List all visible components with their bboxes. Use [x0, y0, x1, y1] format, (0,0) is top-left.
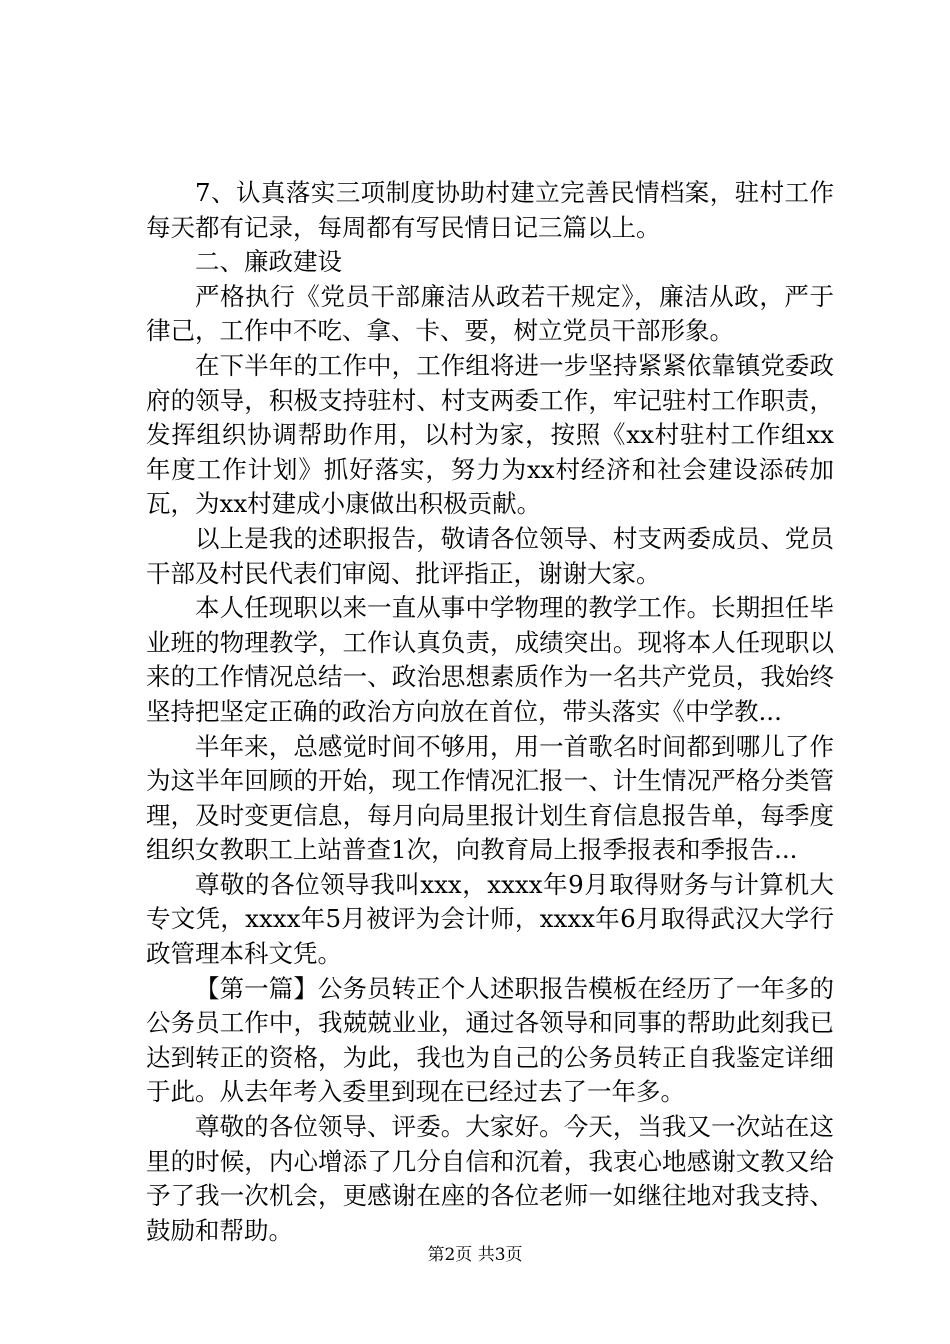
paragraph-greeting-judges: 尊敬的各位领导、评委。大家好。今天，当我又一次站在这里的时候，内心增添了几分自信和沉着，我衷心地感谢文教又给予了我一次机会，更感谢在座的各位老师一如继往地对我支持、鼓励和帮助。 — [146, 1112, 834, 1245]
paragraph-half-year-review: 半年来，总感觉时间不够用，用一首歌名时间都到哪儿了作为这半年回顾的开始，现工作情况汇报一、计生情况严格分类管理，及时变更信息，每月向局里报计划生育信息报告单，每季度组织女教职工上站普查1次，向教育局上报季报表和季报告... — [146, 731, 834, 865]
section-heading-integrity: 二、廉政建设 — [195, 247, 342, 277]
paragraph-work-record: 7、认真落实三项制度协助村建立完善民情档案，驻村工作每天都有记录，每周都有写民情日记三篇以上。 — [146, 178, 834, 242]
paragraph-report-closing: 以上是我的述职报告，敬请各位领导、村支两委成员、党员干部及村民代表们审阅、批评指正，谢谢大家。 — [146, 523, 834, 588]
document-body — [146, 176, 834, 1248]
paragraph-civil-servant-report: 【第一篇】公务员转正个人述职报告模板在经历了一年多的公务员工作中，我兢兢业业，通过各领导和同事的帮助此刻我已达到转正的资格，为此，我也为自己的公务员转正自我鉴定详细于此。从去年考入委里到现在已经过去了一年多。 — [146, 973, 834, 1107]
paragraph-self-introduction: 尊敬的各位领导我叫xxx，xxxx年9月取得财务与计算机大专文凭，xxxx年5月被评为会计师，xxxx年6月取得武汉大学行政管理本科文凭。 — [146, 869, 834, 969]
paragraph-integrity-rules: 严格执行《党员干部廉洁从政若干规定》，廉洁从政，严于律己，工作中不吃、拿、卡、要，树立党员干部形象。 — [146, 281, 834, 346]
page-number-footer: 第2页 共3页 — [427, 1245, 523, 1265]
paragraph-second-half-plan: 在下半年的工作中，工作组将进一步坚持紧紧依靠镇党委政府的领导，积极支持驻村、村支两委工作，牢记驻村工作职责，发挥组织协调帮助作用，以村为家，按照《xx村驻村工作组xx年度工作计划》抓好落实，努力为xx村经济和社会建设添砖加瓦，为xx村建成小康做出积极贡献。 — [146, 350, 834, 519]
paragraph-physics-teacher: 本人任现职以来一直从事中学物理的教学工作。长期担任毕业班的物理教学，工作认真负责，成绩突出。现将本人任现职以来的工作情况总结一、政治思想素质作为一名共产党员，我始终坚持把坚定正确的政治方向放在首位，带头落实《中学教... — [146, 593, 834, 726]
